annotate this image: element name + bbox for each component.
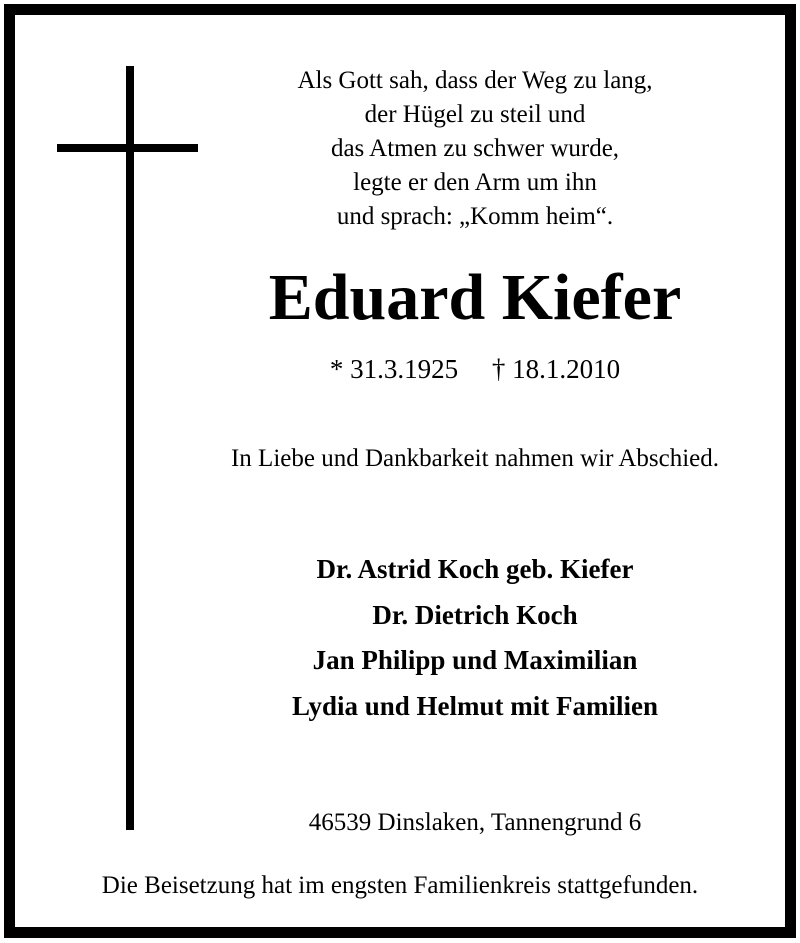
poem-line: der Hügel zu steil und bbox=[364, 101, 586, 128]
family-address: 46539 Dinslaken, Tannengrund 6 bbox=[308, 809, 642, 836]
mourners-list bbox=[200, 547, 750, 729]
farewell-text: In Liebe und Dankbarkeit nahmen wir Abschied. bbox=[230, 445, 720, 472]
poem-line: und sprach: „Komm heim“. bbox=[336, 203, 614, 230]
mourner-name: Dr. Astrid Koch geb. Kiefer bbox=[316, 554, 634, 584]
mourner-name: Jan Philipp und Maximilian bbox=[312, 645, 638, 675]
mourner-name: Lydia und Helmut mit Familien bbox=[291, 690, 659, 721]
cross-horizontal-bar bbox=[57, 144, 198, 152]
poem-line: legte er den Arm um ihn bbox=[353, 169, 597, 196]
cross-vertical-bar bbox=[126, 66, 134, 830]
burial-note: Die Beisetzung hat im engsten Familienkreis stattgefunden. bbox=[101, 872, 699, 899]
mourner-name: Dr. Dietrich Koch bbox=[372, 599, 578, 630]
life-dates: * 31.3.1925 † 18.1.2010 bbox=[329, 354, 621, 384]
deceased-name: Eduard Kiefer bbox=[268, 261, 682, 334]
poem-line: das Atmen zu schwer wurde, bbox=[330, 135, 620, 162]
poem bbox=[250, 64, 700, 234]
poem-line: Als Gott sah, dass der Weg zu lang, bbox=[297, 67, 653, 94]
